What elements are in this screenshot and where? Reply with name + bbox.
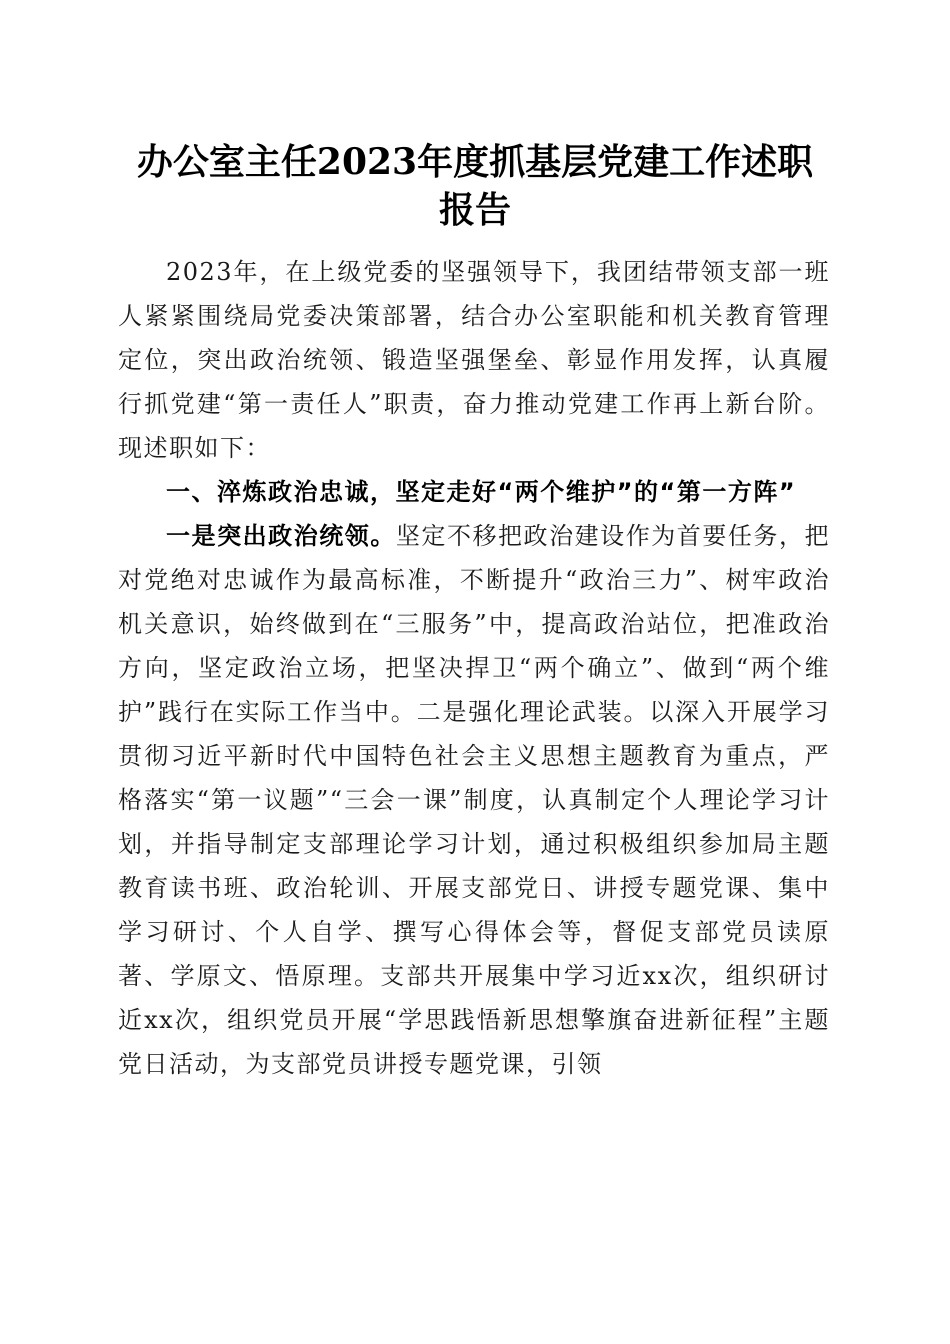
document-title: 办公室主任2023年度抓基层党建工作述职报告 [136, 141, 814, 231]
paragraph-lead: 一是突出政治统领。 [166, 522, 396, 550]
section-paragraph [118, 514, 830, 1086]
document-body [118, 250, 830, 1086]
section-heading: 一、淬炼政治忠诚，坚定走好“两个维护”的“第一方阵” [166, 478, 797, 506]
intro-paragraph: 2023年，在上级党委的坚强领导下，我团结带领支部一班人紧紧围绕局党委决策部署，结合办公室职能和机关教育管理定位，突出政治统领、锻造坚强堡垒、彰显作用发挥，认真履行抓党建“第一责任人”职责，奋力推动党建工作再上新台阶。现述职如下： [118, 258, 830, 462]
paragraph-text: 坚定不移把政治建设作为首要任务，把对党绝对忠诚作为最高标准，不断提升“政治三力”、树牢政治机关意识，始终做到在“三服务”中，提高政治站位，把准政治方向，坚定政治立场，把坚决捍卫“两个确立”、做到“两个维护”践行在实际工作当中。二是强化理论武装。以深入开展学习贯彻习近平新时代中国特色社会主义思想主题教育为重点，严格落实“第一议题”“三会一课”制度，认真制定个人理论学习计划，并指导制定支部理论学习计划，通过积极组织参加局主题教育读书班、政治轮训、开展支部党日、讲授专题党课、集中学习研讨、个人自学、撰写心得体会等，督促支部党员读原著、学原文、悟原理。支部共开展集中学习近xx次，组织研讨近xx次，组织党员开展“学思践悟新思想擎旗奋进新征程”主题党日活动，为支部党员讲授专题党课，引领 [118, 522, 830, 1078]
